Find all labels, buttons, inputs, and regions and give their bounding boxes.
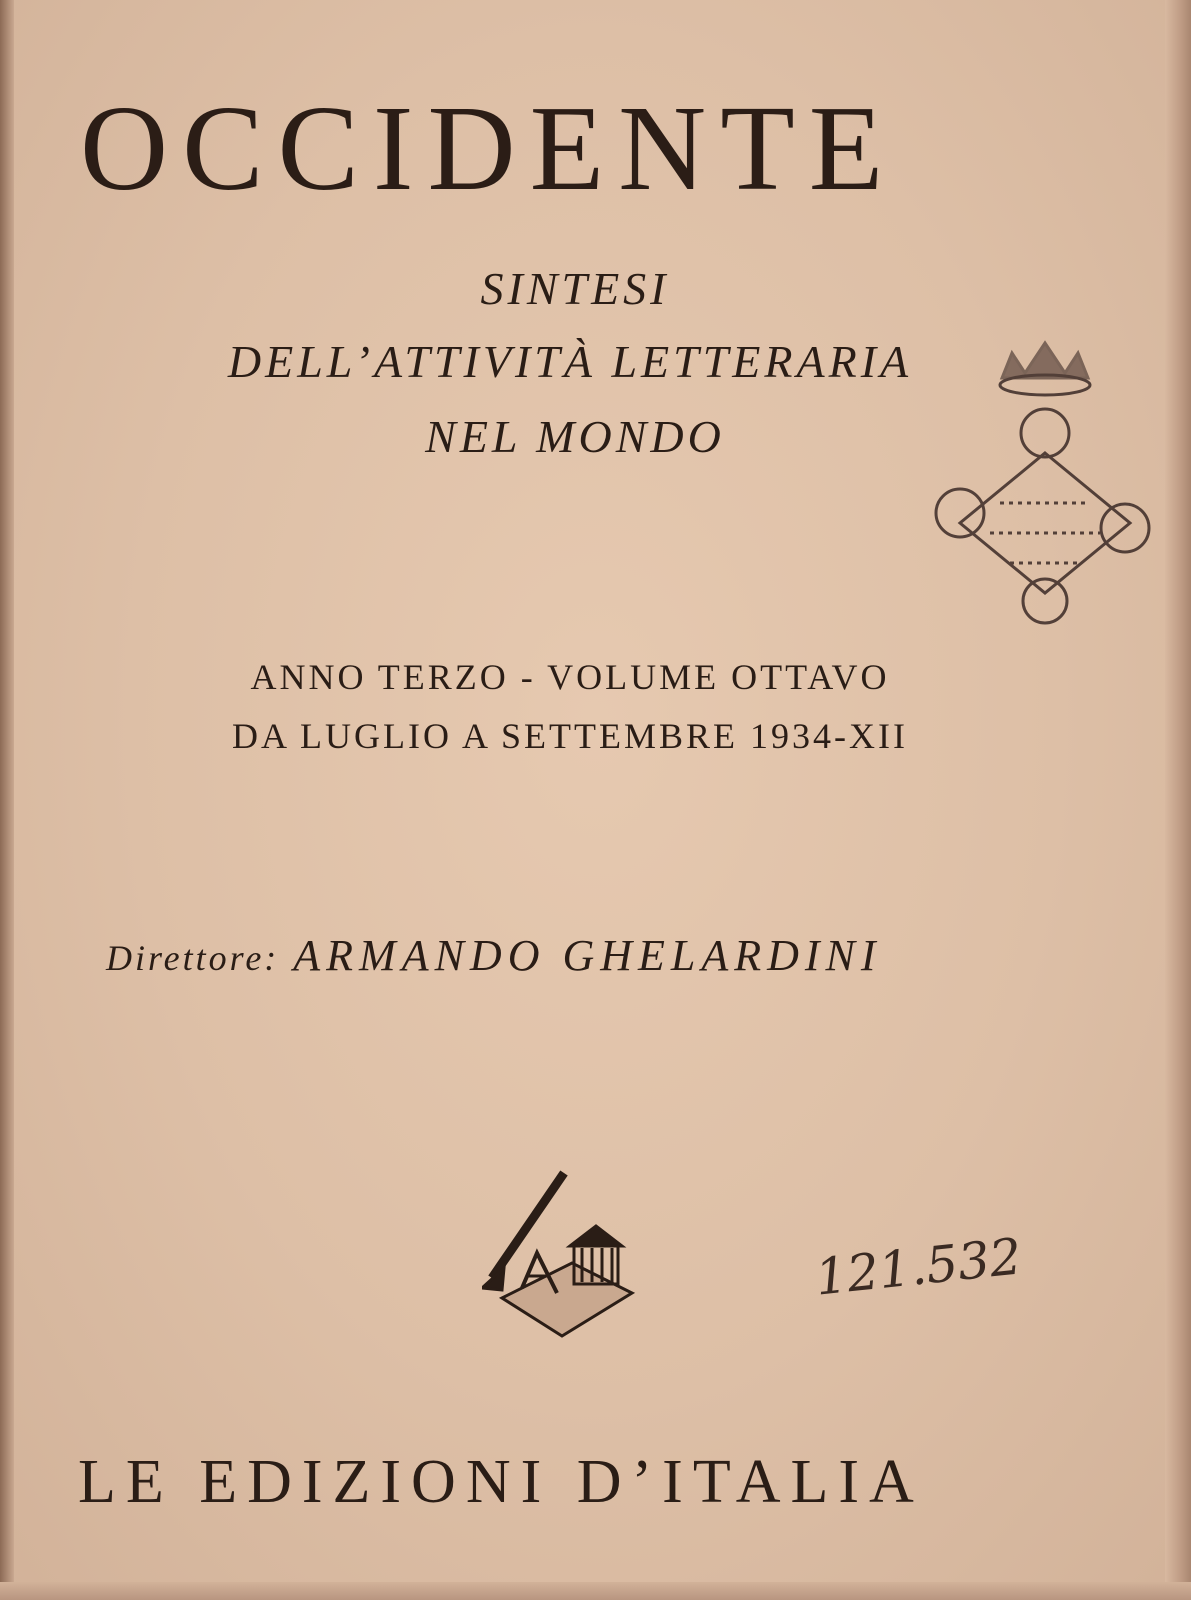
- page-edge-right: [1165, 0, 1191, 1600]
- handwritten-inventory-number: 121.532: [812, 1227, 1025, 1307]
- director-line: [106, 930, 882, 981]
- director-label: Direttore:: [106, 938, 280, 978]
- publisher-emblem-icon: [482, 1168, 642, 1348]
- page-edge-left: [0, 0, 14, 1600]
- volume-line-2: DA LUGLIO A SETTEMBRE 1934-XII: [232, 716, 908, 756]
- director-name: ARMANDO GHELARDINI: [293, 931, 882, 980]
- library-stamp-icon: [930, 333, 1160, 633]
- page-edge-bottom: [0, 1582, 1191, 1600]
- subtitle-line-3: NEL MONDO: [425, 411, 725, 462]
- publisher-name: LE EDIZIONI D’ITALIA: [78, 1448, 924, 1516]
- subtitle-line-1: SINTESI: [480, 263, 670, 314]
- volume-line-1: ANNO TERZO - VOLUME OTTAVO: [250, 657, 890, 697]
- journal-title: OCCIDENTE: [80, 81, 898, 216]
- subtitle-line-2: DELL’ATTIVITÀ LETTERARIA: [227, 336, 913, 387]
